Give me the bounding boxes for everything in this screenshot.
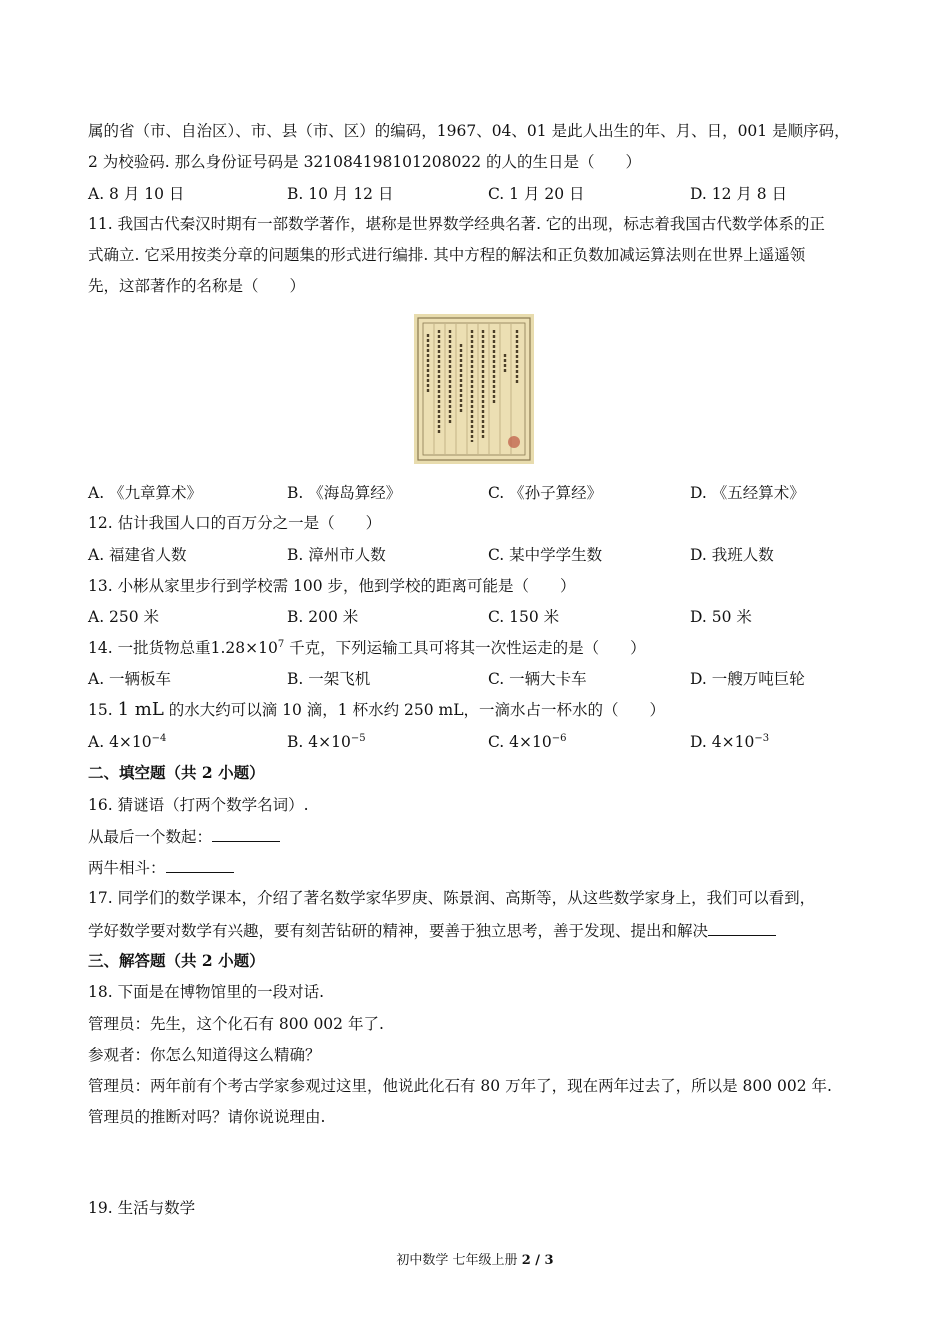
q10-line1: 属的省（市、自治区）、市、县（市、区）的编码，1967、04、01 是此人出生的年、月、日，001 是顺序码，: [88, 122, 850, 140]
q12-option-b[interactable]: B. 漳州市人数: [287, 546, 386, 564]
q16-riddle-1-text: 从最后一个数起：: [88, 828, 213, 846]
q11-options: [88, 483, 868, 503]
q10-option-b[interactable]: B. 10 月 12 日: [287, 185, 394, 203]
q12-options: [88, 545, 868, 565]
q11-option-b[interactable]: B. 《海岛算经》: [287, 484, 402, 502]
q18-stem: 18. 下面是在博物馆里的一段对话.: [88, 983, 325, 1001]
q15-option-d-base: 4×10: [711, 733, 755, 751]
q11-option-a[interactable]: A. 《九章算术》: [88, 484, 203, 502]
q11-line3: 先，这部著作的名称是（ ）: [88, 277, 306, 295]
q13-option-a[interactable]: A. 250 米: [88, 608, 160, 626]
q16-riddle-2-text: 两牛相斗：: [88, 859, 166, 877]
q11-option-c[interactable]: C. 《孙子算经》: [488, 484, 603, 502]
q12-option-c[interactable]: C. 某中学学生数: [488, 546, 603, 564]
q15-option-c-base: 4×10: [509, 733, 552, 751]
footer-text: 初中数学 七年级上册: [396, 1253, 522, 1268]
q15-option-c-exp: −6: [551, 732, 567, 744]
q19-stem: 19. 生活与数学: [88, 1199, 196, 1217]
q14-stem-start: 14. 一批货物总重: [88, 639, 211, 657]
q17-line1: 17. 同学们的数学课本，介绍了著名数学家华罗庚、陈景润、高斯等，从这些数学家身上，我们可以看到，: [88, 889, 816, 907]
q14-mantissa: 1.28×10: [210, 639, 278, 657]
q10-option-c[interactable]: C. 1 月 20 日: [488, 185, 585, 203]
q15-option-d-label: D.: [690, 733, 712, 751]
q14-option-a[interactable]: A. 一辆板车: [88, 670, 172, 688]
q17-answer-blank[interactable]: [708, 920, 776, 936]
q16-answer-blank-1[interactable]: [212, 826, 280, 842]
q11-line1: 11. 我国古代秦汉时期有一部数学著作，堪称是世界数学经典名著. 它的出现，标志着我国古代数学体系的正: [88, 215, 825, 233]
q14-options: [88, 669, 868, 689]
q15-options: [88, 732, 868, 752]
q15-stem-end: ，一滴水占一杯水的（ ）: [463, 701, 666, 719]
q13-option-d[interactable]: D. 50 米: [690, 608, 752, 626]
q10-option-d[interactable]: D. 12 月 8 日: [690, 185, 788, 203]
q15-stem: [88, 700, 868, 720]
ancient-book-image: [414, 314, 534, 464]
q12-stem: 12. 估计我国人口的百万分之一是（ ）: [88, 514, 382, 532]
q15-option-b[interactable]: [287, 732, 366, 752]
q15-option-b-base: 4×10: [308, 733, 351, 751]
q15-option-d-exp: −3: [754, 732, 770, 744]
q13-option-c[interactable]: C. 150 米: [488, 608, 560, 626]
q15-option-a-base: 4×10: [109, 733, 152, 751]
q15-option-a[interactable]: [88, 732, 166, 752]
q15-option-c-label: C.: [488, 733, 510, 751]
q14-stem-end: 千克，下列运输工具可将其一次性运走的是（ ）: [284, 639, 646, 657]
q18-dialogue-2: 参观者：你怎么知道得这么精确？: [88, 1046, 321, 1064]
q16-stem: 16. 猜谜语（打两个数学名词）.: [88, 796, 309, 814]
q14-option-b[interactable]: B. 一架飞机: [287, 670, 371, 688]
section-fill-in-title: 二、填空题（共 2 小题）: [88, 763, 265, 782]
q15-volume-1: 1 mL: [117, 699, 164, 720]
q14-exponent: 7: [277, 638, 285, 650]
q15-option-a-label: A.: [88, 733, 110, 751]
q10-options: [88, 184, 868, 204]
q15-volume-2: 250 mL: [404, 701, 464, 719]
q12-option-d[interactable]: D. 我班人数: [690, 546, 774, 564]
q18-dialogue-3: 管理员：两年前有个考古学家参观过这里，他说此化石有 80 万年了，现在两年过去了，所以是 800 002 年.: [88, 1077, 832, 1095]
q15-option-b-label: B.: [287, 733, 309, 751]
q15-stem-mid: 的水大约可以滴 10 滴，1 杯水约: [163, 701, 405, 719]
q15-option-d[interactable]: [690, 732, 769, 752]
q17-line2-text: 学好数学要对数学有兴趣，要有刻苦钻研的精神，要善于独立思考，善于发现、提出和解决: [88, 922, 709, 940]
page-number: 2 / 3: [521, 1253, 554, 1268]
q16-riddle-1: [88, 826, 868, 847]
q15-option-b-exp: −5: [350, 732, 366, 744]
page-footer: [0, 1252, 950, 1270]
q11-option-d[interactable]: D. 《五经算术》: [690, 484, 805, 502]
section-answer-title: 三、解答题（共 2 小题）: [88, 951, 265, 970]
q13-options: [88, 607, 868, 627]
q18-dialogue-1: 管理员：先生，这个化石有 800 002 年了.: [88, 1015, 384, 1033]
q18-question: 管理员的推断对吗？请你说说理由.: [88, 1108, 326, 1126]
q16-riddle-2: [88, 857, 868, 878]
q14-option-d[interactable]: D. 一艘万吨巨轮: [690, 670, 805, 688]
q15-option-c[interactable]: [488, 732, 567, 752]
q10-option-a[interactable]: A. 8 月 10 日: [88, 185, 185, 203]
q15-option-a-exp: −4: [151, 732, 167, 744]
q16-answer-blank-2[interactable]: [166, 857, 234, 873]
q14-stem: [88, 638, 868, 658]
q13-option-b[interactable]: B. 200 米: [287, 608, 359, 626]
q13-stem: 13. 小彬从家里步行到学校需 100 步，他到学校的距离可能是（ ）: [88, 577, 576, 595]
q10-line2: 2 为校验码. 那么身份证号码是 321084198101208022 的人的生日是（ ）: [88, 153, 642, 171]
q14-option-c[interactable]: C. 一辆大卡车: [488, 670, 587, 688]
q11-line2: 式确立. 它采用按类分章的问题集的形式进行编排. 其中方程的解法和正负数加减运算法则在世界上遥遥领: [88, 246, 806, 264]
q15-number: 15.: [88, 701, 118, 719]
q17-line2: [88, 920, 868, 941]
q12-option-a[interactable]: A. 福建省人数: [88, 546, 187, 564]
